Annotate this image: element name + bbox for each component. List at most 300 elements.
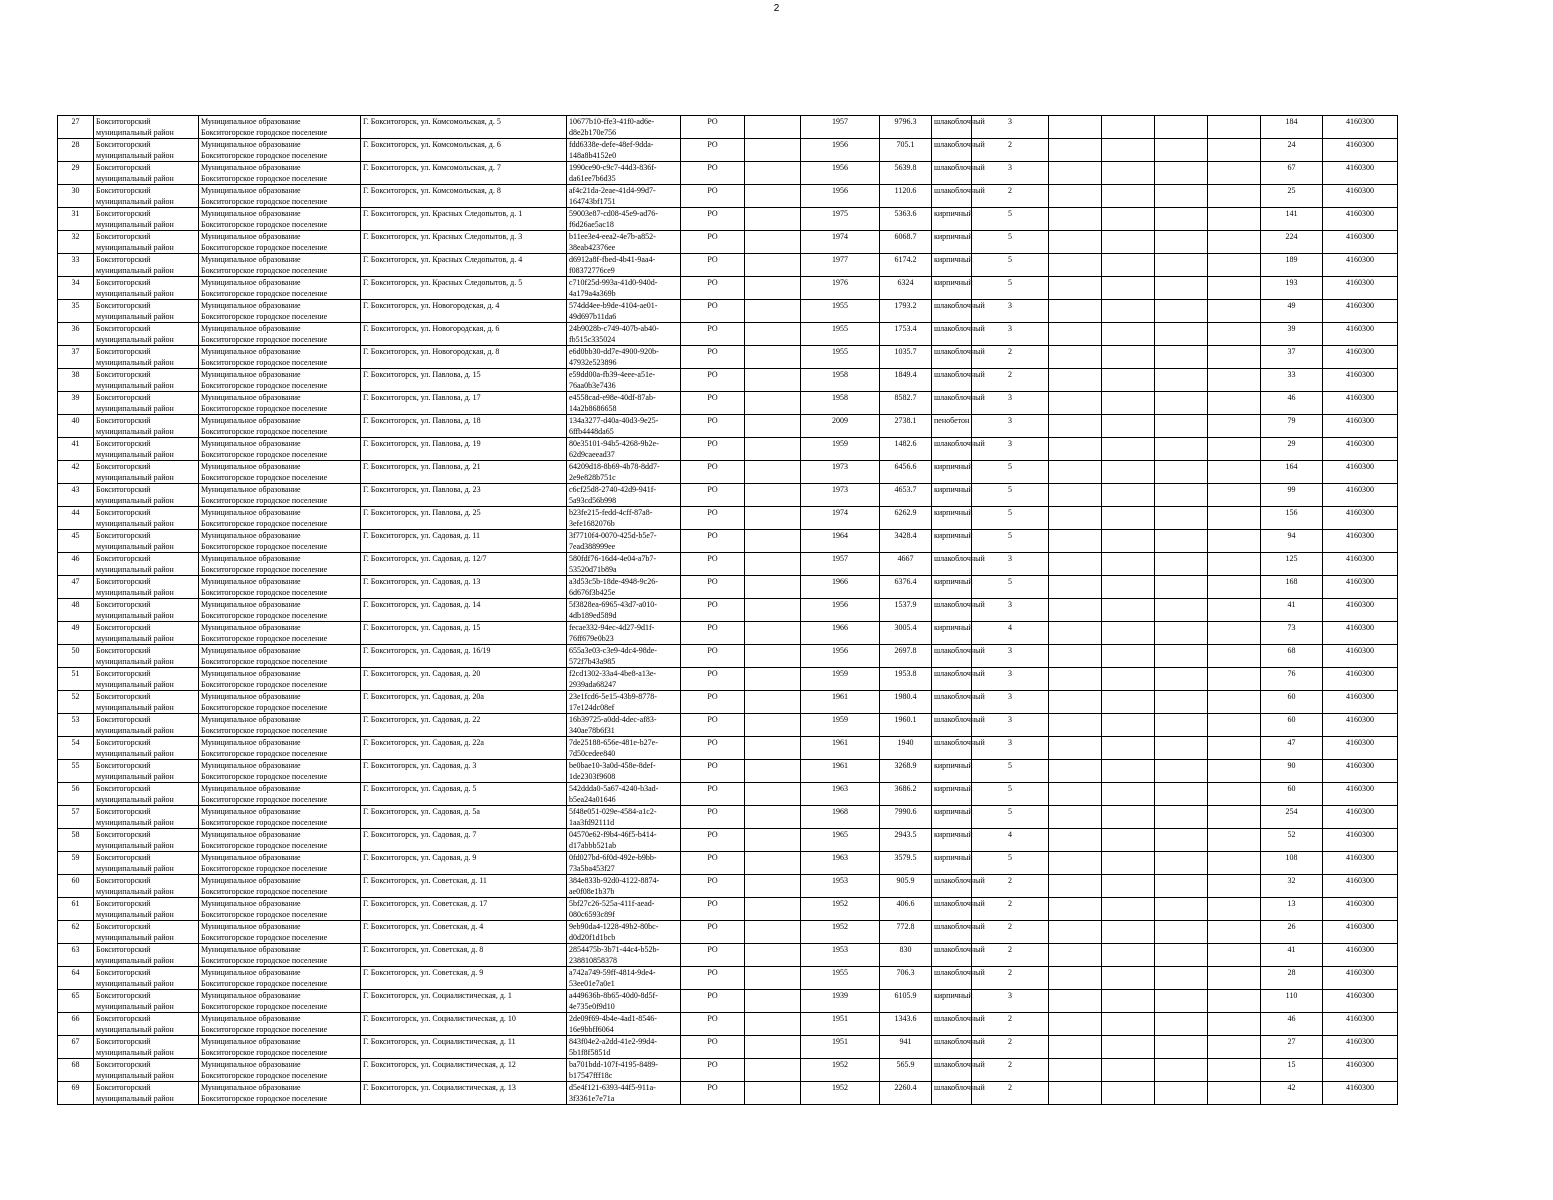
wall-material-text: кирпичный bbox=[934, 784, 973, 793]
municipality-text: Муниципальное образование bbox=[201, 1014, 301, 1023]
build-year-text: 1964 bbox=[832, 531, 848, 540]
build-year-cell bbox=[801, 277, 880, 300]
region-code-cell bbox=[681, 668, 745, 691]
region-code-cell bbox=[681, 1013, 745, 1036]
build-year-text: 1952 bbox=[832, 1060, 848, 1069]
guid-cell bbox=[567, 254, 681, 277]
residents-count-text: 29 bbox=[1287, 439, 1296, 448]
table-row bbox=[58, 783, 1398, 806]
row-number-text: 28 bbox=[71, 140, 80, 149]
address-text: Г. Бокситогорск, ул. Павлова, д. 17 bbox=[363, 393, 481, 402]
floors-cell bbox=[972, 461, 1049, 484]
empty-cell bbox=[1155, 530, 1208, 553]
wall-material-text: кирпичный bbox=[934, 485, 973, 494]
row-number-cell bbox=[58, 645, 94, 668]
floors-text: 2 bbox=[1008, 922, 1012, 931]
empty-cell bbox=[1155, 622, 1208, 645]
residents-count-text: 49 bbox=[1287, 301, 1296, 310]
empty-cell bbox=[1208, 668, 1261, 691]
residents-count-cell bbox=[1261, 507, 1323, 530]
empty-cell bbox=[745, 691, 801, 714]
build-year-cell bbox=[801, 829, 880, 852]
guid-text: 14a2b8686658 bbox=[569, 404, 617, 413]
table-row bbox=[58, 944, 1398, 967]
region-code-cell bbox=[681, 760, 745, 783]
address-cell bbox=[361, 231, 567, 254]
municipality-text: Бокситогорское городское поселение bbox=[201, 887, 328, 896]
empty-cell bbox=[1208, 852, 1261, 875]
guid-cell bbox=[567, 898, 681, 921]
area-cell bbox=[880, 829, 932, 852]
row-number-cell bbox=[58, 139, 94, 162]
empty-cell bbox=[1049, 392, 1102, 415]
area-cell bbox=[880, 300, 932, 323]
build-year-text: 1951 bbox=[832, 1037, 848, 1046]
empty-cell bbox=[1208, 185, 1261, 208]
wall-material-cell bbox=[932, 921, 985, 944]
municipality-cell bbox=[199, 852, 361, 875]
oktmo-code-text: 4160300 bbox=[1346, 1060, 1374, 1069]
residents-count-text: 189 bbox=[1285, 255, 1298, 264]
wall-material-cell bbox=[932, 392, 985, 415]
row-number-text: 66 bbox=[71, 1014, 80, 1023]
area-cell bbox=[880, 507, 932, 530]
municipal-district-cell bbox=[94, 1013, 199, 1036]
empty-cell bbox=[1049, 139, 1102, 162]
municipal-district-text: Бокситогорский bbox=[96, 439, 151, 448]
oktmo-code-cell bbox=[1323, 369, 1398, 392]
guid-text: 3f7710f4-0070-425d-b5e7- bbox=[569, 531, 657, 540]
address-cell bbox=[361, 1036, 567, 1059]
empty-cell bbox=[1208, 921, 1261, 944]
empty-cell bbox=[745, 806, 801, 829]
municipality-text: Бокситогорское городское поселение bbox=[201, 151, 328, 160]
municipal-district-cell bbox=[94, 1082, 199, 1105]
municipality-cell bbox=[199, 484, 361, 507]
build-year-cell bbox=[801, 392, 880, 415]
address-cell bbox=[361, 576, 567, 599]
build-year-text: 1953 bbox=[832, 945, 848, 954]
oktmo-code-cell bbox=[1323, 691, 1398, 714]
empty-cell bbox=[1155, 507, 1208, 530]
region-code-text: РО bbox=[707, 968, 718, 977]
empty-cell bbox=[1155, 277, 1208, 300]
row-number-text: 65 bbox=[71, 991, 80, 1000]
municipal-district-text: Бокситогорский bbox=[96, 1014, 151, 1023]
guid-cell bbox=[567, 921, 681, 944]
residents-count-text: 108 bbox=[1285, 853, 1298, 862]
guid-text: 7de25188-656e-481e-b27e- bbox=[569, 738, 658, 747]
area-cell bbox=[880, 691, 932, 714]
empty-cell bbox=[745, 829, 801, 852]
area-text: 9796.3 bbox=[894, 117, 917, 126]
row-number-text: 31 bbox=[71, 209, 80, 218]
address-text: Г. Бокситогорск, ул. Комсомольская, д. 6 bbox=[363, 140, 501, 149]
municipality-text: Бокситогорское городское поселение bbox=[201, 588, 328, 597]
area-text: 905.9 bbox=[896, 876, 915, 885]
guid-text: 7d50cedee840 bbox=[569, 749, 616, 758]
municipality-cell bbox=[199, 553, 361, 576]
empty-cell bbox=[1102, 921, 1155, 944]
floors-cell bbox=[972, 530, 1049, 553]
floors-text: 3 bbox=[1008, 738, 1012, 747]
empty-cell bbox=[1155, 944, 1208, 967]
row-number-text: 63 bbox=[71, 945, 80, 954]
municipality-text: Бокситогорское городское поселение bbox=[201, 473, 328, 482]
guid-text: f08372776ce9 bbox=[569, 266, 615, 275]
empty-cell bbox=[1049, 967, 1102, 990]
municipal-district-text: Бокситогорский bbox=[96, 784, 151, 793]
empty-cell bbox=[1049, 737, 1102, 760]
municipality-cell bbox=[199, 576, 361, 599]
row-number-text: 49 bbox=[71, 623, 80, 632]
region-code-cell bbox=[681, 898, 745, 921]
address-cell bbox=[361, 392, 567, 415]
build-year-cell bbox=[801, 668, 880, 691]
municipal-district-cell bbox=[94, 369, 199, 392]
residents-count-text: 28 bbox=[1287, 968, 1296, 977]
guid-text: 2de09f69-4b4e-4ad1-8546- bbox=[569, 1014, 657, 1023]
empty-cell bbox=[745, 599, 801, 622]
residents-count-cell bbox=[1261, 967, 1323, 990]
municipal-district-cell bbox=[94, 185, 199, 208]
residents-count-text: 39 bbox=[1287, 324, 1296, 333]
wall-material-cell bbox=[932, 185, 985, 208]
floors-text: 5 bbox=[1008, 209, 1012, 218]
area-cell bbox=[880, 760, 932, 783]
floors-text: 5 bbox=[1008, 531, 1012, 540]
municipal-district-text: Бокситогорский bbox=[96, 945, 151, 954]
table-row bbox=[58, 875, 1398, 898]
floors-text: 5 bbox=[1008, 508, 1012, 517]
region-code-text: РО bbox=[707, 761, 718, 770]
municipal-district-text: муниципальный район bbox=[96, 1002, 174, 1011]
region-code-cell bbox=[681, 875, 745, 898]
municipality-text: Бокситогорское городское поселение bbox=[201, 312, 328, 321]
floors-text: 3 bbox=[1008, 692, 1012, 701]
floors-cell bbox=[972, 484, 1049, 507]
municipal-district-cell bbox=[94, 300, 199, 323]
municipal-district-text: муниципальный район bbox=[96, 312, 174, 321]
empty-cell bbox=[1208, 415, 1261, 438]
area-cell bbox=[880, 1013, 932, 1036]
address-cell bbox=[361, 346, 567, 369]
address-text: Г. Бокситогорск, ул. Садовая, д. 11 bbox=[363, 531, 481, 540]
area-cell bbox=[880, 921, 932, 944]
empty-cell bbox=[1155, 668, 1208, 691]
municipal-district-text: Бокситогорский bbox=[96, 485, 151, 494]
municipal-district-text: муниципальный район bbox=[96, 634, 174, 643]
region-code-cell bbox=[681, 116, 745, 139]
wall-material-text: шлакоблочный bbox=[934, 1014, 985, 1023]
area-text: 1953.8 bbox=[894, 669, 917, 678]
address-text: Г. Бокситогорск, ул. Садовая, д. 22 bbox=[363, 715, 481, 724]
address-text: Г. Бокситогорск, ул. Советская, д. 4 bbox=[363, 922, 484, 931]
empty-cell bbox=[745, 576, 801, 599]
area-cell bbox=[880, 1036, 932, 1059]
empty-cell bbox=[1102, 576, 1155, 599]
empty-cell bbox=[1208, 461, 1261, 484]
municipality-text: Муниципальное образование bbox=[201, 784, 301, 793]
municipality-cell bbox=[199, 461, 361, 484]
municipal-district-cell bbox=[94, 921, 199, 944]
municipal-district-cell bbox=[94, 139, 199, 162]
region-code-cell bbox=[681, 300, 745, 323]
wall-material-cell bbox=[932, 1059, 985, 1082]
guid-cell bbox=[567, 139, 681, 162]
table-row bbox=[58, 369, 1398, 392]
guid-text: 843f04e2-a2dd-41e2-99d4- bbox=[569, 1037, 657, 1046]
wall-material-cell bbox=[932, 369, 985, 392]
build-year-text: 1959 bbox=[832, 669, 848, 678]
residents-count-cell bbox=[1261, 875, 1323, 898]
municipality-cell bbox=[199, 760, 361, 783]
area-cell bbox=[880, 852, 932, 875]
floors-text: 2 bbox=[1008, 899, 1012, 908]
municipal-district-text: муниципальный район bbox=[96, 818, 174, 827]
residents-count-cell bbox=[1261, 1059, 1323, 1082]
municipal-district-text: муниципальный район bbox=[96, 427, 174, 436]
region-code-cell bbox=[681, 576, 745, 599]
municipality-text: Муниципальное образование bbox=[201, 945, 301, 954]
residents-count-cell bbox=[1261, 530, 1323, 553]
empty-cell bbox=[1049, 990, 1102, 1013]
table-row bbox=[58, 208, 1398, 231]
guid-text: 9eb90da4-1228-49b2-80bc- bbox=[569, 922, 659, 931]
guid-text: 542ddda0-5a67-4240-b3ad- bbox=[569, 784, 659, 793]
build-year-cell bbox=[801, 921, 880, 944]
address-cell bbox=[361, 852, 567, 875]
guid-cell bbox=[567, 277, 681, 300]
empty-cell bbox=[1208, 714, 1261, 737]
empty-cell bbox=[745, 116, 801, 139]
guid-text: 47932e523896 bbox=[569, 358, 617, 367]
row-number-text: 57 bbox=[71, 807, 80, 816]
region-code-cell bbox=[681, 415, 745, 438]
region-code-text: РО bbox=[707, 508, 718, 517]
region-code-cell bbox=[681, 921, 745, 944]
empty-cell bbox=[1049, 461, 1102, 484]
area-cell bbox=[880, 461, 932, 484]
floors-cell bbox=[972, 576, 1049, 599]
oktmo-code-cell bbox=[1323, 277, 1398, 300]
page-number: 2 bbox=[773, 3, 780, 14]
wall-material-text: шлакоблочный bbox=[934, 876, 985, 885]
area-cell bbox=[880, 369, 932, 392]
oktmo-code-cell bbox=[1323, 944, 1398, 967]
build-year-cell bbox=[801, 944, 880, 967]
oktmo-code-text: 4160300 bbox=[1346, 140, 1374, 149]
floors-text: 2 bbox=[1008, 1037, 1012, 1046]
empty-cell bbox=[1208, 1036, 1261, 1059]
guid-text: 5f48e051-029e-4584-a1c2- bbox=[569, 807, 657, 816]
guid-text: f6d26ae5ac18 bbox=[569, 220, 614, 229]
municipal-district-cell bbox=[94, 806, 199, 829]
region-code-text: РО bbox=[707, 807, 718, 816]
empty-cell bbox=[1102, 691, 1155, 714]
address-cell bbox=[361, 829, 567, 852]
municipality-text: Муниципальное образование bbox=[201, 1037, 301, 1046]
wall-material-text: шлакоблочный bbox=[934, 117, 985, 126]
wall-material-text: кирпичный bbox=[934, 209, 973, 218]
guid-text: 238810858378 bbox=[569, 956, 617, 965]
wall-material-cell bbox=[932, 231, 972, 254]
guid-text: 2854475b-3b71-44c4-b52b- bbox=[569, 945, 660, 954]
guid-cell bbox=[567, 944, 681, 967]
municipality-text: Муниципальное образование bbox=[201, 922, 301, 931]
empty-cell bbox=[745, 346, 801, 369]
empty-cell bbox=[745, 714, 801, 737]
empty-cell bbox=[745, 783, 801, 806]
wall-material-cell bbox=[932, 208, 972, 231]
address-text: Г. Бокситогорск, ул. Социалистическая, д. 13 bbox=[363, 1083, 516, 1092]
municipality-text: Муниципальное образование bbox=[201, 186, 301, 195]
municipal-district-text: Бокситогорский bbox=[96, 853, 151, 862]
oktmo-code-cell bbox=[1323, 737, 1398, 760]
municipal-district-text: муниципальный район bbox=[96, 289, 174, 298]
municipal-district-text: муниципальный район bbox=[96, 1025, 174, 1034]
wall-material-text: кирпичный bbox=[934, 761, 973, 770]
municipal-district-text: Бокситогорский bbox=[96, 807, 151, 816]
municipal-district-text: Бокситогорский bbox=[96, 140, 151, 149]
guid-text: 2939ada68247 bbox=[569, 680, 617, 689]
oktmo-code-cell bbox=[1323, 208, 1398, 231]
municipality-text: Муниципальное образование bbox=[201, 531, 301, 540]
row-number-text: 48 bbox=[71, 600, 80, 609]
table-row bbox=[58, 622, 1398, 645]
wall-material-cell bbox=[932, 783, 972, 806]
guid-cell bbox=[567, 691, 681, 714]
guid-text: d17abbb521ab bbox=[569, 841, 617, 850]
oktmo-code-text: 4160300 bbox=[1346, 255, 1374, 264]
area-cell bbox=[880, 185, 932, 208]
residents-count-cell bbox=[1261, 576, 1323, 599]
build-year-text: 1956 bbox=[832, 163, 848, 172]
municipality-text: Муниципальное образование bbox=[201, 1060, 301, 1069]
address-cell bbox=[361, 898, 567, 921]
guid-text: 1de2303f9608 bbox=[569, 772, 616, 781]
region-code-text: РО bbox=[707, 301, 718, 310]
oktmo-code-text: 4160300 bbox=[1346, 830, 1374, 839]
empty-cell bbox=[1049, 369, 1102, 392]
wall-material-text: шлакоблочный bbox=[934, 393, 985, 402]
wall-material-cell bbox=[932, 461, 972, 484]
municipal-district-text: муниципальный район bbox=[96, 1094, 174, 1103]
guid-text: 4db189ed589d bbox=[569, 611, 617, 620]
region-code-text: РО bbox=[707, 232, 718, 241]
wall-material-text: шлакоблочный bbox=[934, 1083, 985, 1092]
guid-cell bbox=[567, 760, 681, 783]
empty-cell bbox=[1155, 829, 1208, 852]
residents-count-cell bbox=[1261, 668, 1323, 691]
municipality-cell bbox=[199, 875, 361, 898]
region-code-text: РО bbox=[707, 347, 718, 356]
region-code-cell bbox=[681, 622, 745, 645]
wall-material-cell bbox=[932, 760, 972, 783]
empty-cell bbox=[1208, 829, 1261, 852]
residents-count-cell bbox=[1261, 185, 1323, 208]
municipal-district-text: муниципальный район bbox=[96, 1071, 174, 1080]
build-year-cell bbox=[801, 185, 880, 208]
build-year-cell bbox=[801, 553, 880, 576]
empty-cell bbox=[1049, 645, 1102, 668]
address-text: Г. Бокситогорск, ул. Садовая, д. 5а bbox=[363, 807, 480, 816]
municipal-district-text: Бокситогорский bbox=[96, 370, 151, 379]
build-year-text: 1977 bbox=[832, 255, 848, 264]
table-row bbox=[58, 645, 1398, 668]
area-cell bbox=[880, 323, 932, 346]
municipality-cell bbox=[199, 300, 361, 323]
table-row bbox=[58, 691, 1398, 714]
wall-material-cell bbox=[932, 852, 972, 875]
empty-cell bbox=[1102, 162, 1155, 185]
empty-cell bbox=[1155, 783, 1208, 806]
empty-cell bbox=[1049, 185, 1102, 208]
residents-count-cell bbox=[1261, 553, 1323, 576]
guid-cell bbox=[567, 1013, 681, 1036]
wall-material-text: шлакоблочный bbox=[934, 922, 985, 931]
row-number-text: 55 bbox=[71, 761, 80, 770]
row-number-text: 34 bbox=[71, 278, 80, 287]
floors-text: 3 bbox=[1008, 393, 1012, 402]
table-row bbox=[58, 668, 1398, 691]
region-code-cell bbox=[681, 507, 745, 530]
oktmo-code-cell bbox=[1323, 116, 1398, 139]
guid-text: e6d0bb30-dd7e-4900-920b- bbox=[569, 347, 659, 356]
municipality-cell bbox=[199, 369, 361, 392]
build-year-cell bbox=[801, 461, 880, 484]
wall-material-text: шлакоблочный bbox=[934, 301, 985, 310]
empty-cell bbox=[1102, 300, 1155, 323]
row-number-text: 46 bbox=[71, 554, 80, 563]
municipality-text: Бокситогорское городское поселение bbox=[201, 703, 328, 712]
empty-cell bbox=[1208, 622, 1261, 645]
wall-material-text: шлакоблочный bbox=[934, 1060, 985, 1069]
address-cell bbox=[361, 323, 567, 346]
residents-count-text: 60 bbox=[1287, 692, 1296, 701]
area-cell bbox=[880, 484, 932, 507]
residents-count-text: 47 bbox=[1287, 738, 1296, 747]
oktmo-code-cell bbox=[1323, 139, 1398, 162]
empty-cell bbox=[745, 507, 801, 530]
address-text: Г. Бокситогорск, ул. Садовая, д. 16/19 bbox=[363, 646, 491, 655]
row-number-cell bbox=[58, 967, 94, 990]
address-cell bbox=[361, 599, 567, 622]
oktmo-code-text: 4160300 bbox=[1346, 163, 1374, 172]
wall-material-cell bbox=[932, 714, 985, 737]
build-year-text: 1951 bbox=[832, 1014, 848, 1023]
empty-cell bbox=[1102, 944, 1155, 967]
oktmo-code-text: 4160300 bbox=[1346, 876, 1374, 885]
address-text: Г. Бокситогорск, ул. Новогородская, д. 8 bbox=[363, 347, 500, 356]
guid-cell bbox=[567, 875, 681, 898]
municipality-text: Бокситогорское городское поселение bbox=[201, 220, 328, 229]
empty-cell bbox=[1208, 783, 1261, 806]
region-code-text: РО bbox=[707, 853, 718, 862]
empty-cell bbox=[1208, 231, 1261, 254]
region-code-cell bbox=[681, 1059, 745, 1082]
empty-cell bbox=[1049, 254, 1102, 277]
empty-cell bbox=[1155, 691, 1208, 714]
residents-count-cell bbox=[1261, 461, 1323, 484]
municipality-cell bbox=[199, 415, 361, 438]
municipal-district-text: Бокситогорский bbox=[96, 508, 151, 517]
address-cell bbox=[361, 300, 567, 323]
floors-text: 3 bbox=[1008, 669, 1012, 678]
municipality-text: Бокситогорское городское поселение bbox=[201, 1002, 328, 1011]
guid-text: 59003e87-cd08-45e9-ad76- bbox=[569, 209, 658, 218]
address-cell bbox=[361, 1013, 567, 1036]
